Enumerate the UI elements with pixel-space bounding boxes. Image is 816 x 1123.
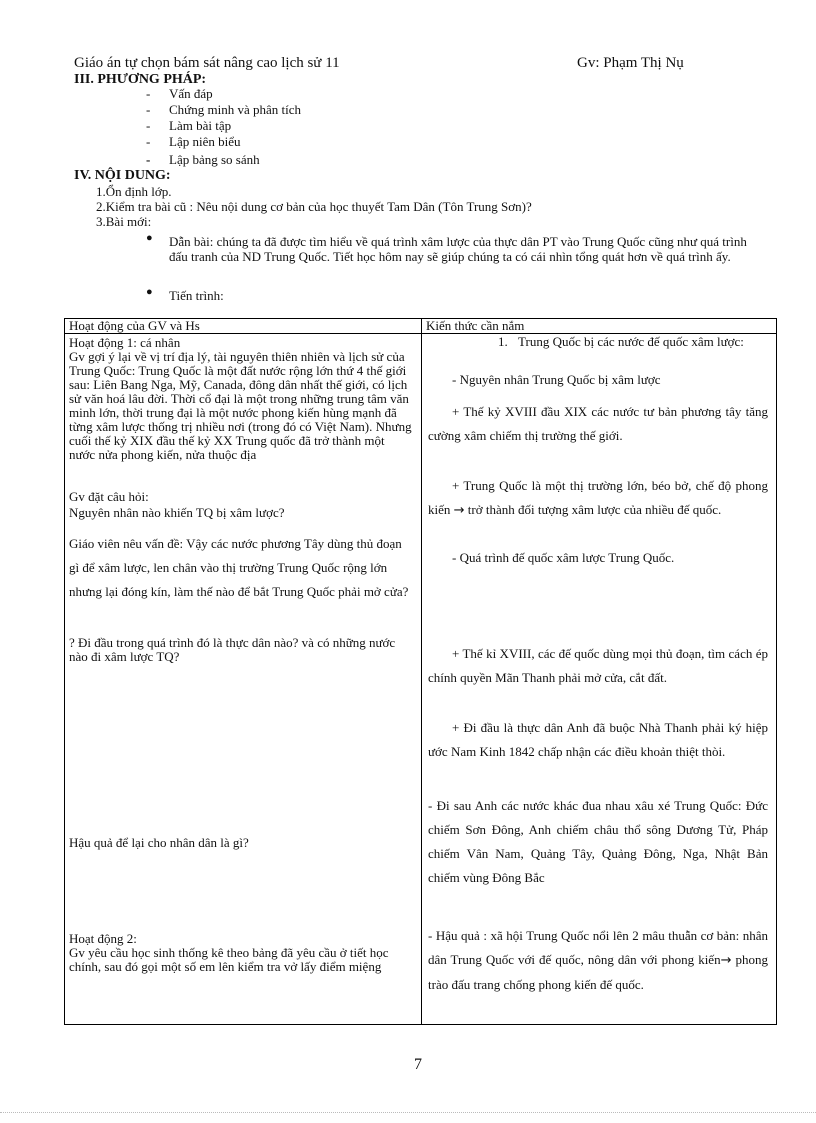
arrow-right-icon: →	[453, 503, 465, 518]
activities-cell	[65, 334, 422, 1025]
process-1: + Thế kỉ XVIII, các đế quốc dùng mọi thủ đoạn, tìm cách ép chính quyền Mãn Thanh phải mở cửa, cắt đất.	[428, 646, 768, 685]
lesson-intro: Dẫn bài: chúng ta đã được tìm hiểu về quá trình xâm lược của thực dân PT vào Trung Quốc cũng như quá trình đấu tranh của ND Trung Quốc. Tiết học hôm nay sẽ giúp chúng ta có cái nhìn tổng quát hơn về quá trình ấy.	[169, 234, 747, 264]
activity-1-intro: Gv gợi ý lại về vị trí địa lý, tài nguyên thiên nhiên và lịch sử của Trung Quốc: Trung Quốc là một đất nước rộng lớn thứ 4 thế giới sau: Liên Bang Nga, Mỹ, Canada, đông dân nhất thế giới, có lịch sử văn hoá lâu đời. Thời cổ đại là một trong những trung tâm văn minh lớn, thời trung đại là một nước phong kiến hùng mạnh đã từng xâm lược thống trị nhiều nơi (trong đó có Việt Nam). Nhưng cuối thế kỷ XIX đầu thế kỷ XX Trung quốc đã trở thành một nước nửa phong kiến, nửa thuộc địa	[69, 349, 412, 462]
cause-2: + Trung Quốc là một thị trường lớn, béo bở, chế độ phong kiến → trở thành đối tượng xâm lược của nhiều đế quốc.	[428, 478, 768, 518]
header-knowledge: Kiến thức cần nắm	[422, 319, 777, 334]
activity-2-text: Gv yêu cầu học sinh thống kê theo bảng đã yêu cầu ở tiết học chính, sau đó gọi một số em lên kiểm tra vở lấy điểm miệng	[69, 945, 389, 974]
question-3: Hậu quả để lại cho nhân dân là gì?	[69, 835, 249, 850]
section-methods-heading: III. PHƯƠNG PHÁP:	[74, 72, 207, 87]
step-1: 1.Ổn định lớp.	[96, 184, 172, 199]
step-2: 2.Kiểm tra bài cũ : Nêu nội dung cơ bản của học thuyết Tam Dân (Tôn Trung Sơn)?	[96, 199, 532, 214]
method-item: Chứng minh và phân tích	[169, 102, 301, 117]
problem-statement: Giáo viên nêu vấn đề: Vậy các nước phương Tây dùng thủ đoạn gì để xâm lược, len chân vào thị trường Trung Quốc rộng lớn nhưng lại đóng kín, làm thế nào để bắt Trung Quốc phải mở cửa?	[69, 536, 409, 599]
point-1-title: Trung Quốc bị các nước đế quốc xâm lược:	[518, 334, 744, 349]
method-item: Lập niên biểu	[169, 134, 241, 149]
step-3: 3.Bài mới:	[96, 214, 152, 229]
header-activities: Hoạt động của GV và Hs	[65, 319, 422, 334]
process-3: - Đi sau Anh các nước khác đua nhau xâu xé Trung Quốc: Đức chiếm Sơn Đông, Anh chiếm châu thổ sông Dương Tử, Pháp chiếm Vân Nam, Quảng Tây, Quảng Đông, Nga, Nhật Bản chiếm vùng Đông Bắc	[428, 798, 768, 885]
table-row	[65, 334, 777, 1025]
section-content-heading: IV. NỘI DUNG:	[74, 168, 171, 183]
consequence: - Hậu quả : xã hội Trung Quốc nổi lên 2 mâu thuẫn cơ bản: nhân dân Trung Quốc với đế quốc, nông dân với phong kiến→ phong trào đấu trang chống phong kiến đế quốc.	[428, 928, 768, 992]
cause-heading: - Nguyên nhân Trung Quốc bị xâm lược	[452, 372, 661, 387]
activity-2-title: Hoạt động 2:	[69, 931, 137, 946]
page-number: 7	[414, 1056, 422, 1073]
cause-1: + Thế kỷ XVIII đầu XIX các nước tư bản phương tây tăng cường xâm chiếm thị trường thế giới.	[428, 404, 768, 443]
table-header-row	[65, 319, 777, 334]
teacher-name: Gv: Phạm Thị Nụ	[577, 55, 684, 71]
process-2: + Đi đầu là thực dân Anh đã buộc Nhà Thanh phải ký hiệp ước Nam Kinh 1842 chấp nhận các điều khoản thiệt thòi.	[428, 720, 768, 759]
knowledge-cell	[422, 334, 777, 1025]
question-1: Nguyên nhân nào khiến TQ bị xâm lược?	[69, 505, 285, 520]
bullet-icon: ●	[146, 232, 153, 244]
lesson-table	[64, 318, 777, 1025]
method-item: Vấn đáp	[169, 86, 213, 101]
point-1-number: 1.	[498, 334, 508, 349]
question-2: ? Đi đầu trong quá trình đó là thực dân nào? và có những nước nào đi xâm lược TQ?	[69, 635, 396, 664]
lesson-process: Tiến trình:	[169, 288, 224, 303]
method-item: Làm bài tập	[169, 118, 232, 133]
method-item: Lập bảng so sánh	[169, 152, 260, 167]
process-heading: - Quá trình đế quốc xâm lược Trung Quốc.	[452, 550, 675, 565]
activity-1-title: Hoạt động 1: cá nhân	[69, 335, 181, 350]
arrow-right-icon: →	[720, 953, 732, 968]
teacher-question-label: Gv đặt câu hỏi:	[69, 489, 149, 504]
document-title: Giáo án tự chọn bám sát nâng cao lịch sử 11	[74, 55, 340, 71]
bullet-icon: ●	[146, 286, 153, 298]
page-bottom-divider	[0, 1112, 816, 1113]
